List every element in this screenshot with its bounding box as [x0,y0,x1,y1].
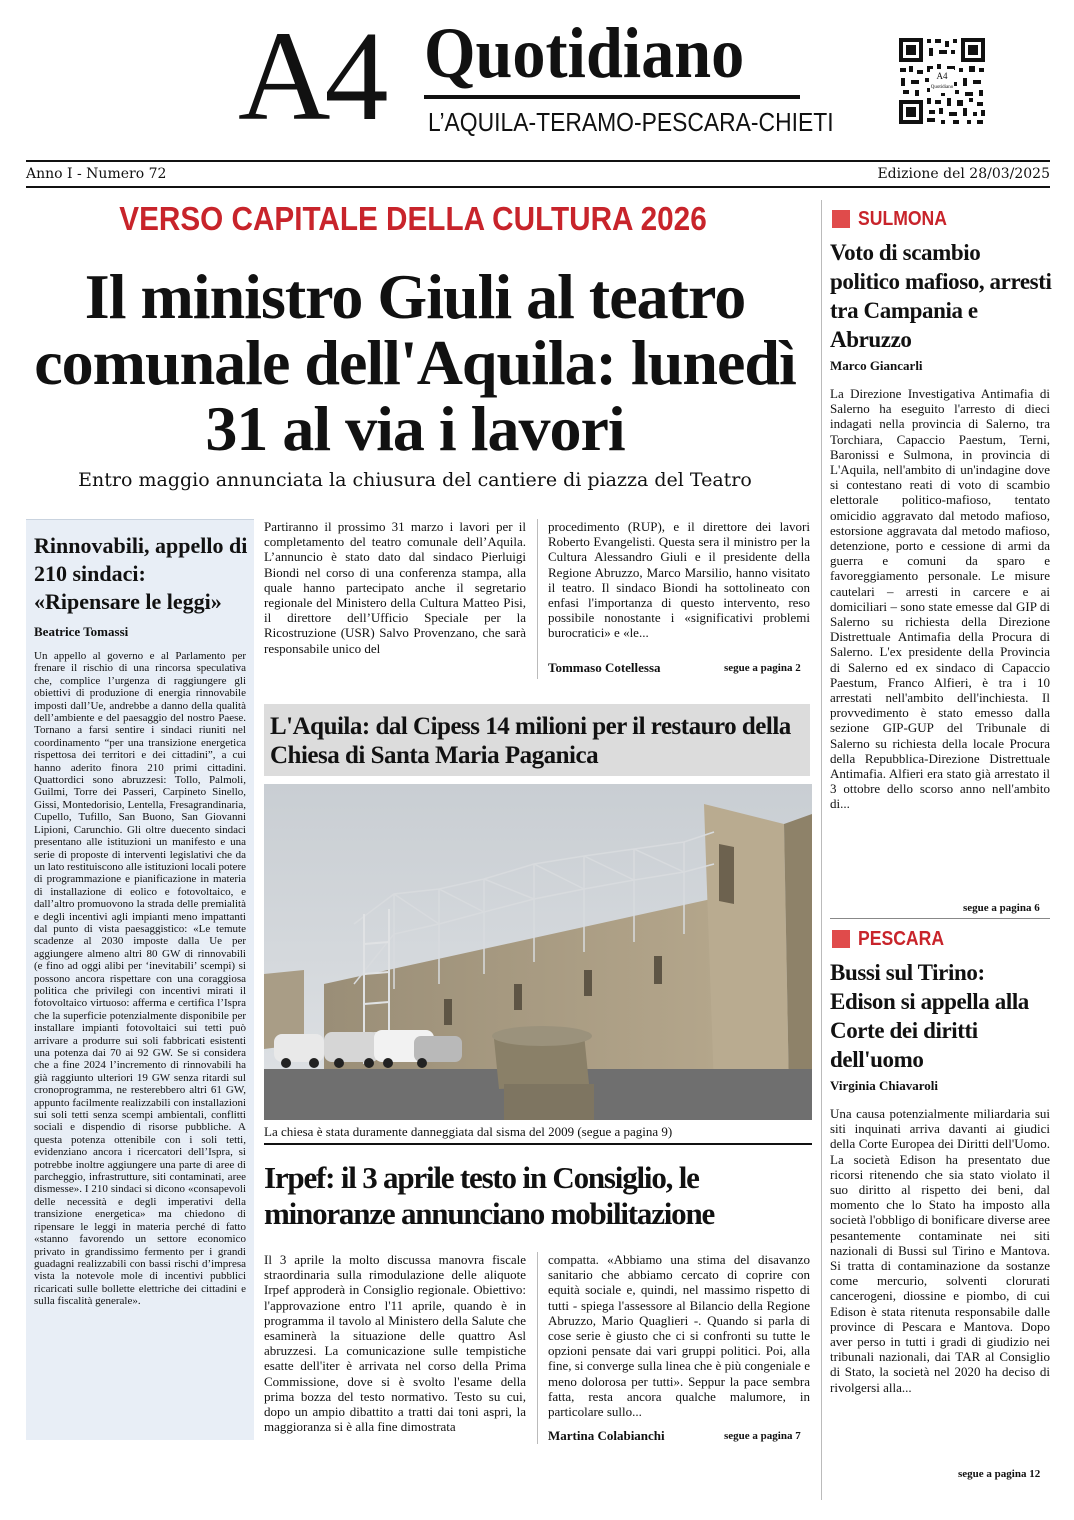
masthead-cities: L’AQUILA-TERAMO-PESCARA-CHIETI [428,107,834,137]
left-article-box [26,519,254,1440]
main-kicker: VERSO CAPITALE DELLA CULTURA 2026 [119,200,707,237]
logo-a4: A4 [238,5,383,147]
pescara-author: Virginia Chiavaroli [830,1078,938,1093]
irpef-author: Martina Colabianchi [548,1428,665,1443]
column-divider [537,1252,538,1444]
sulmona-author: Marco Giancarli [830,358,923,373]
caption-rule [264,1143,812,1145]
svg-text:Quotidiano: Quotidiano [930,85,954,90]
irpef-text-col1: Il 3 aprile la molto discussa manovra fiscale straordinaria sulla rimodulazione delle aliquote Irpef approderà in Consiglio regionale. Obiettivo: l'approvazione entro l'11 aprile, quando è in programma il tavolo al Ministero della Salute che esaminerà la situazione delle quattro Asl abruzzesi. La comunicazione sulle tempistiche esatte dell'iter è arrivata nel corso della Prima Commissione, dove si è svolto l'esame della prima bozza del testo normativo. Testo su cui, dopo un ampio dibattito a tratti dai toni aspri, la maggioranza si è alla fine dimostrata [264,1252,526,1435]
svg-text:A4: A4 [936,71,948,81]
main-text-col1: Partiranno il prossimo 31 marzo i lavori per il completamento del teatro comunale dell’Aquila. L’annuncio è stato dato dal sindaco Pierluigi Biondi nel corso di una conferenza stampa, alla quale hanno partecipato anche il segretario regionale del Ministero della Cultura Matteo Pisi, il direttore dell’Ufficio Speciale per la Ricostruzione (USR) Salvo Provenzano, che sarà responsabile unico del [264,519,526,656]
right-rule [830,918,1050,919]
pescara-continue-link[interactable]: segue a pagina 12 [958,1468,1041,1480]
logo-name: Quotidiano [424,13,745,93]
left-article-author: Beatrice Tomassi [34,624,129,639]
section-square-icon [832,210,850,228]
paganica-headline-box [264,704,810,776]
left-article-title[interactable]: Rinnovabili, appello di 210 sindaci: «Ripensare le leggi» [34,533,248,614]
sulmona-text: La Direzione Investigativa Antimafia di Salerno ha eseguito l'arresto di dieci indagati nella provincia di Salerno, tra Torchiara, Capaccio Paestum, Terni, Baronissi e Sulmona, in provincia di L'Aquila, nell'ambito di un'indagine dove si contestano reati di voto di scambio elettorale politico-mafioso, tentato omicidio aggravato dal metodo mafioso, estorsione aggravata dal metodo mafioso, detenzione, porto e cessione di armi da guerra e comuni da sparo e favoreggiamento personale. Le misure cautelari – arresti in carcere e ai domiciliari – sono state emesse dal GIP di Salerno su richiesta della Direzione Distrettuale Antimafia della Procura di Salerno. L'ex presidente della Provincia di Salerno ed ex sindaco di Capaccio Paestum, Franco Alfieri, è tra i 10 arrestati nell'ambito dell'inchiesta. Il provvedimento è stato emesso dalla sezione GIP-GUP del Tribunale di Salerno su richiesta della locale Procura della Repubblica-Direzione Distrettuale Antimafia. Alfieri era stato già arrestato il 3 ottobre dello scorso anno nell'ambito di... [830,386,1050,812]
main-continue-link[interactable]: segue a pagina 2 [724,662,801,674]
irpef-text-col2: compatta. «Abbiamo una stima del disavanzo sanitario che abbiamo cercato di coprire con equità sociale e, quindi, nel massimo rispetto di tutti - spiega l'assessore al Bilancio della Regione Abruzzo, Mario Quaglieri -. Quando si parla di cose serie è giusto che ci si confronti su tutte le opzioni pensate dai vari gruppi politici. Poi, alla fine, si converge sulla linea che è più congeniale e meno dolorosa per tutti». Seppur la pace sembra fatta, resta ancora qualche malumore, in particolare sullo... [548,1252,810,1420]
issue-number: Anno I - Numero 72 [26,166,167,182]
pescara-text: Una causa potenzialmente miliardaria sui siti inquinati arriva davanti ai giudici della Corte Europea dei Diritti dell'Uomo. La società Edison ha presentato due ricorsi ritenendo che sia stato violato il suo diritto al rispetto dei beni, dal momento che lo Stato ha imposto alla società l'obbligo di bonificare diverse aree pesantemente contaminate nei siti nazionali di Bussi sul Tirino e Mantova. Si tratta di contaminazione da sostanze come mercurio, solventi clorurati cancerogeni, diossine e piombo, di cui Edison è stata ritenuta responsabile dalle province di Pescara e Mantova. Dopo aver perso in tutti i gradi di giudizio nei tribunali nazionali, dai TAR al Consiglio di Stato, la società nel 2020 ha deciso di rivolgersi alla... [830,1106,1051,1395]
irpef-headline[interactable]: Irpef: il 3 aprile testo in Consiglio, le minoranze annunciano mobilitazione [264,1160,715,1231]
church-photo [264,784,812,1120]
section-square-icon [832,930,850,948]
section-pescara[interactable]: PESCARA [858,928,945,950]
qr-code-icon[interactable] [897,36,987,126]
logo-rule [424,95,800,99]
right-column-divider [821,200,822,1500]
left-article-text: Un appello al governo e al Parlamento per frenare il rischio di una rincorsa speculativa che, complice l’urgenza di raggiungere gli obiettivi di produzione di energia rinnovabile imposti dall’Ue, andrebbe a danno della qualità dell’ambiente e del paesaggio del nostro Paese. Tornano a farsi sentire i sindaci riuniti nel coordinamento “per una transizione energetica rispettosa dei territori e dei cittadini”, a cui hanno aderito finora 210 primi cittadini. Quattordici sono abruzzesi: Tollo, Palmoli, Guilmi, Torre dei Passeri, Carpineto Sinello, Gissi, Montedorisio, Lentella, Fresagrandinaria, Cupello, Tufillo, San Buono, San Giovanni Lipioni, Carunchio. Gli oltre duecento sindaci presentano alle istituzioni un manifesto e una serie di proposte di interventi legislativi che da un lato restituiscono alle istituzioni locali potere di programmazione e pianificazione in materia di installazione di eolico e fotovoltaico, e dall’altro promuovono la strada delle premialità e degli incentivi agli impianti meno impattanti dal punto di vista paesaggistico: «Le temute scadenze al 2030 imposte dalla Ue per aggiungere almeno altri 80 GW di rinnovabili (e fino ad oggi alibi per ‘inevitabili’ scempi) si possono ancora rispettare con una coraggiosa politica che privilegi con incentivi mirati il fotovoltaico virtuoso: afferma e certifica l’Ispra che la superficie potenzialmente disponibile per installare impianti fotovoltaici sui tetti può arrivare a produrre sui soli fabbricati esistenti una potenza dai 70 ai 92 GW. Se si considera che a fine 2024 l’incremento di rinnovabili ha già raggiunto ulteriori 19 GW senza ritardi sul cronoprogramma, ne resterebbero altri 61 GW, appunto facilmente realizzabili con installazioni sui soli tetti senza scempi ambientali, conflitti sociali e dispendio di risorse pubbliche. A questa potenza ottenibile con i soli tetti, evidenziano ancora i ricercatori dell’Ispra, si potrebbe inoltre aggiungere una parte di aree di parcheggio, infrastrutture, siti contaminati, aree dismesse». I 210 sindaci si dicono «consapevoli delle necessità e degli imperativi della transizione energetica» ma chiedono di ripensare le leggi in materia perché di fatto «stanno favorendo un settore economico privato in grandissimo fermento per i grandi guadagni realizzabili con bassi rischi d’impresa vista la notevole mole di incentivi pubblici ricaricati sulle bollette elettriche dei cittadini e sulla fiscalità generale». [34,650,247,1308]
main-headline[interactable]: Il ministro Giuli al teatro comunale dell'Aquila: lunedì 31 al via i lavori [34,261,796,464]
edition-date: Edizione del 28/03/2025 [877,166,1050,182]
pescara-headline[interactable]: Bussi sul Tirino: Edison si appella alla Corte dei diritti dell'uomo [830,960,1029,1072]
photo-caption: La chiesa è stata duramente danneggiata dal sisma del 2009 (segue a pagina 9) [264,1124,673,1139]
sulmona-continue-link[interactable]: segue a pagina 6 [963,902,1040,914]
column-divider [537,519,538,679]
main-text-col2: procedimento (RUP), e il direttore dei lavori Roberto Evangelisti. Questa sera il ministro per la Cultura Alessandro Giuli e il presidente della Regione Abruzzo, Marco Marsilio, hanno visitato il teatro. Il sindaco Biondi ha sottolineato con enfasi l'importanza di questo intervento, reso possibile nonostante i «significativi problemi burocratici» e «le... [548,519,810,641]
irpef-continue-link[interactable]: segue a pagina 7 [724,1430,801,1442]
sulmona-headline[interactable]: Voto di scambio politico mafioso, arresti tra Campania e Abruzzo [830,240,1052,352]
edition-bar [26,160,1050,188]
section-sulmona[interactable]: SULMONA [858,208,947,230]
main-author: Tommaso Cotellessa [548,660,661,675]
paganica-headline[interactable]: L'Aquila: dal Cipess 14 milioni per il restauro della Chiesa di Santa Maria Paganica [270,713,791,769]
main-subhead: Entro maggio annunciata la chiusura del cantiere di piazza del Teatro [78,469,752,491]
